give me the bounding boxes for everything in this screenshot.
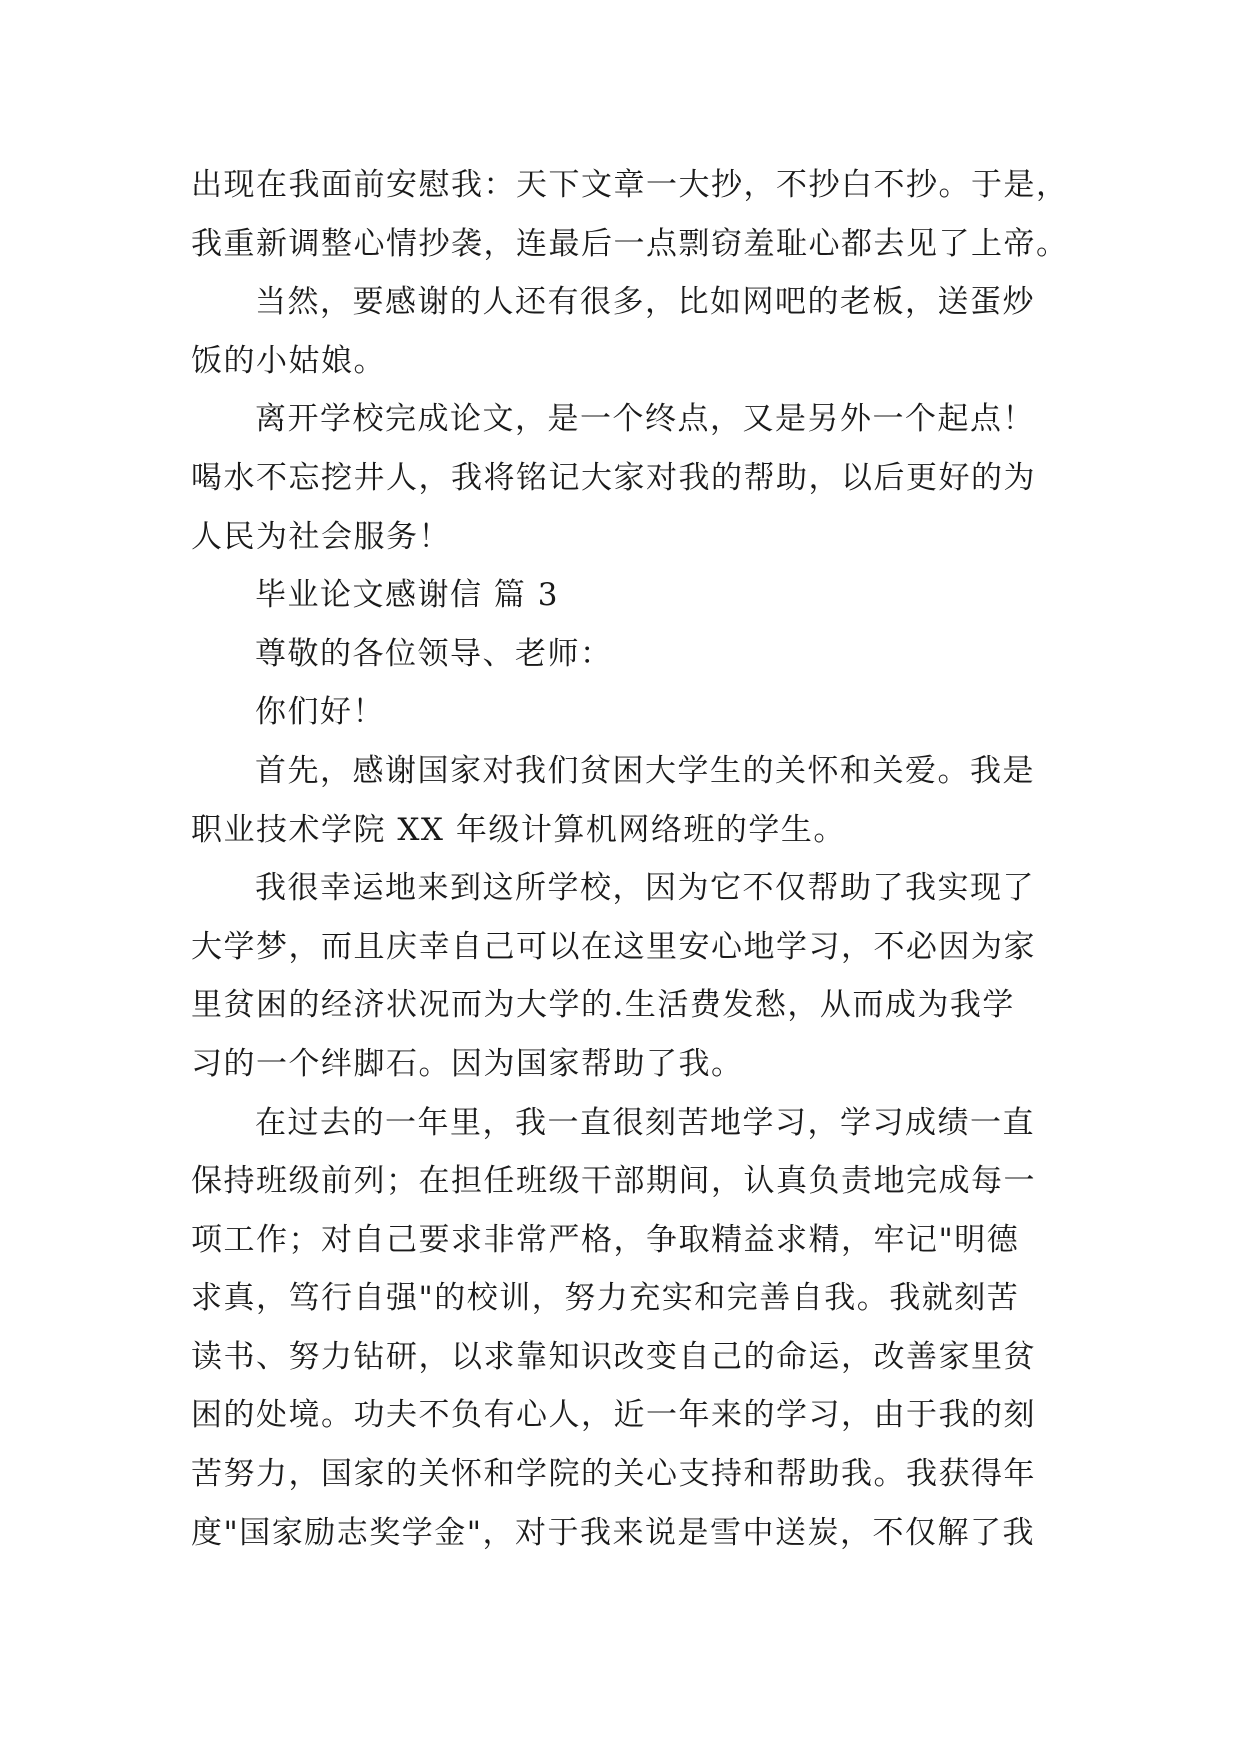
text-line [0, 1211, 1241, 1270]
text-line [0, 566, 1241, 625]
text-line-content: 毕业论文感谢信 篇 3 [255, 577, 559, 614]
text-line [0, 1269, 1241, 1328]
text-line [0, 859, 1241, 918]
text-line [0, 976, 1241, 1035]
text-line-content: 求真，笃行自强"的校训，努力充实和完善自我。我就刻苦 [191, 1280, 1020, 1317]
text-line [0, 1094, 1241, 1153]
text-line-content: 保持班级前列；在担任班级干部期间，认真负责地完成每一 [191, 1163, 1036, 1200]
text-line-content: 苦努力，国家的关怀和学院的关心支持和帮助我。我获得年 [191, 1456, 1036, 1493]
text-line [0, 215, 1241, 274]
text-line-content: 出现在我面前安慰我：天下文章一大抄，不抄白不抄。于是， [191, 167, 1069, 203]
text-line [0, 156, 1241, 215]
text-line [0, 332, 1241, 391]
text-line [0, 683, 1241, 742]
text-line-content: 在过去的一年里，我一直很刻苦地学习，学习成绩一直 [255, 1104, 1035, 1141]
text-line-content: 大学梦，而且庆幸自己可以在这里安心地学习，不必因为家 [191, 928, 1036, 965]
text-line [0, 390, 1241, 449]
text-line-content: 尊敬的各位领导、老师： [255, 635, 613, 672]
text-line [0, 273, 1241, 332]
text-line-content: 人民为社会服务！ [191, 518, 451, 555]
text-line-content: 饭的小姑娘。 [191, 342, 386, 379]
text-line-content: 项工作；对自己要求非常严格，争取精益求精，牢记"明德 [191, 1221, 1020, 1258]
text-line [0, 508, 1241, 567]
text-line-content: 首先，感谢国家对我们贫困大学生的关怀和关爱。我是 [255, 752, 1035, 789]
text-line-content: 里贫困的经济状况而为大学的.生活费发愁，从而成为我学 [191, 987, 1015, 1024]
text-line-content: 习的一个绊脚石。因为国家帮助了我。 [191, 1045, 744, 1082]
text-line-content: 喝水不忘挖井人，我将铭记大家对我的帮助，以后更好的为 [191, 459, 1036, 496]
text-line-content: 你们好！ [255, 694, 385, 731]
text-line-content: 度"国家励志奖学金"，对于我来说是雪中送炭，不仅解了我 [191, 1514, 1036, 1551]
text-line [0, 801, 1241, 860]
text-line-content: 我重新调整心情抄袭，连最后一点剽窃羞耻心都去见了上帝。 [191, 225, 1069, 262]
text-line-content: 读书、努力钻研，以求靠知识改变自己的命运，改善家里贫 [191, 1338, 1036, 1375]
text-line [0, 1386, 1241, 1445]
text-line [0, 1152, 1241, 1211]
text-line-content: 职业技术学院 XX 年级计算机网络班的学生。 [191, 811, 846, 848]
text-line [0, 1445, 1241, 1504]
text-line-content: 当然，要感谢的人还有很多，比如网吧的老板，送蛋炒 [255, 284, 1035, 321]
document-body [0, 156, 1241, 1562]
text-line-content: 我很幸运地来到这所学校，因为它不仅帮助了我实现了 [255, 870, 1035, 907]
text-line [0, 1504, 1241, 1563]
text-line [0, 1328, 1241, 1387]
text-line [0, 918, 1241, 977]
text-line-content: 离开学校完成论文，是一个终点，又是另外一个起点！ [255, 401, 1035, 438]
text-line [0, 1035, 1241, 1094]
text-line [0, 742, 1241, 801]
text-line-content: 困的处境。功夫不负有心人，近一年来的学习，由于我的刻 [191, 1397, 1036, 1434]
text-line [0, 449, 1241, 508]
text-line [0, 625, 1241, 684]
